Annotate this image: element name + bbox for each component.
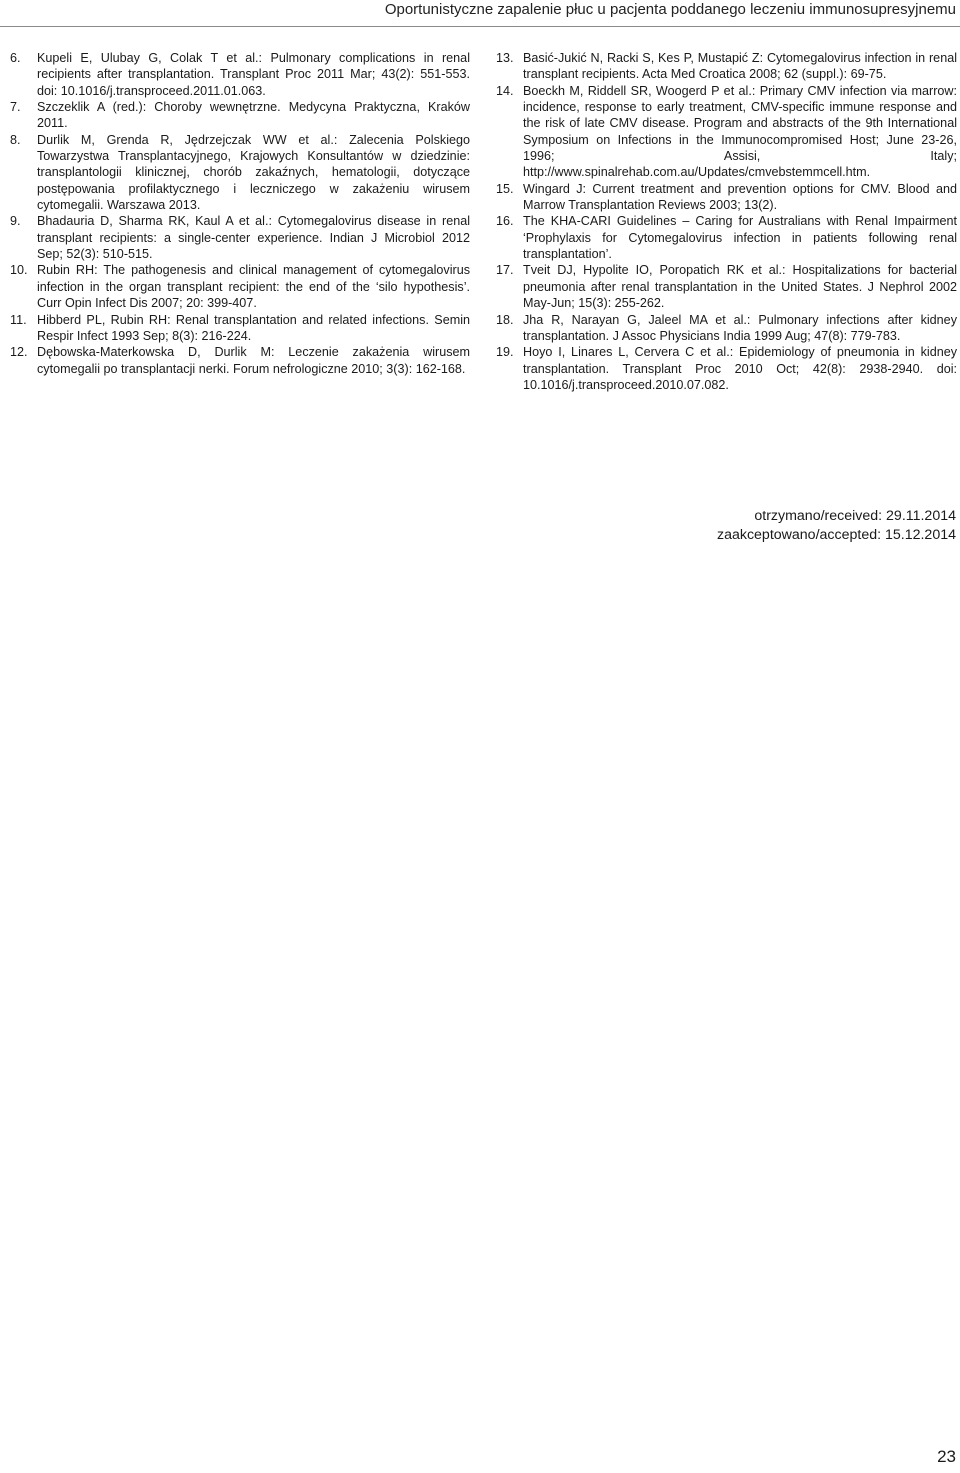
- reference-item: [496, 312, 957, 345]
- references-right-column: [496, 50, 957, 393]
- reference-number: 10.: [10, 263, 28, 278]
- reference-text: Wingard J: Current treatment and prevention options for CMV. Blood and Marrow Transplantation Reviews 2003; 13(2).: [523, 181, 957, 213]
- reference-text: Durlik M, Grenda R, Jędrzejczak WW et al.: Zalecenia Polskiego Towarzystwa Transplantacyjnego, Krajowych Konsultantów w dziedzinie: transplantologii klinicznej, chorób zakaźnych, hematologii, dotyczące postępowania profilaktycznego i leczniczego w zakażeniu wirusem cytomegalii. Warszawa 2013.: [37, 132, 470, 213]
- reference-number: 7.: [10, 100, 21, 115]
- reference-text: Bhadauria D, Sharma RK, Kaul A et al.: Cytomegalovirus disease in renal transplant recipients: a single-center experience. Indian J Microbiol 2012 Sep; 52(3): 510-515.: [37, 214, 470, 262]
- reference-item: [496, 83, 957, 181]
- reference-text: Hoyo I, Linares L, Cervera C et al.: Epidemiology of pneumonia in kidney transplantation. Transplant Proc 2010 Oct; 42(8): 2938-2940. doi: 10.1016/j.transproceed.2010.07.082.: [523, 345, 957, 392]
- reference-item: [10, 213, 470, 262]
- reference-item: [10, 312, 470, 345]
- running-header: [0, 0, 960, 27]
- reference-number: 18.: [496, 312, 514, 327]
- reference-number: 15.: [496, 181, 514, 196]
- reference-item: [10, 262, 470, 311]
- reference-item: [496, 213, 957, 262]
- reference-item: [10, 344, 470, 377]
- reference-item: [10, 50, 470, 99]
- reference-text: Tveit DJ, Hypolite IO, Poropatich RK et al.: Hospitalizations for bacterial pneumonia after renal transplantation in the United States. J Nephrol 2002 May-Jun; 15(3): 255-262.: [523, 263, 957, 311]
- reference-text: Rubin RH: The pathogenesis and clinical management of cytomegalovirus infection in the organ transplant recipient: the end of the ‘silo hypothesis’. Curr Opin Infect Dis 2007; 20: 399-407.: [37, 263, 470, 311]
- reference-item: [10, 99, 470, 132]
- submission-dates: [717, 507, 956, 545]
- reference-text: The KHA-CARI Guidelines – Caring for Australians with Renal Impairment ‘Prophylaxis for Cytomegalovirus infection in patients following renal transplantation’.: [523, 214, 957, 262]
- reference-number: 19.: [496, 345, 514, 360]
- reference-text: Hibberd PL, Rubin RH: Renal transplantation and related infections. Semin Respir Infect 1993 Sep; 8(3): 216-224.: [37, 312, 470, 343]
- reference-number: 11.: [10, 312, 27, 327]
- reference-text: Jha R, Narayan G, Jaleel MA et al.: Pulmonary infections after kidney transplantation. J Assoc Physicians India 1999 Aug; 47(8): 779-783.: [523, 312, 957, 343]
- reference-number: 9.: [10, 214, 21, 229]
- reference-text: Boeckh M, Riddell SR, Woogerd P et al.: Primary CMV infection via marrow: incidence, response to early treatment, CMV-specific immune response and the risk of late CMV disease. Program and abstracts of the 9th International Symposium on Infections in the Immunocompromised Host; June 23-26, 1996; Assisi, Italy; http://www.spinalrehab.com.au/Updates/cmvebstemmcell.htm.: [523, 83, 957, 180]
- reference-number: 6.: [10, 51, 21, 65]
- reference-number: 8.: [10, 132, 21, 147]
- page-number: 23: [937, 1447, 956, 1466]
- reference-text: Kupeli E, Ulubay G, Colak T et al.: Pulmonary complications in renal recipients after transplantation. Transplant Proc 2011 Mar; 43(2): 551-553. doi: 10.1016/j.transproceed.2011.01.063.: [37, 51, 470, 98]
- references-left-column: [10, 50, 470, 377]
- reference-number: 16.: [496, 214, 514, 229]
- reference-item: [496, 50, 957, 83]
- reference-number: 17.: [496, 263, 514, 278]
- running-title: Oportunistyczne zapalenie płuc u pacjenta poddanego leczeniu immunosupresyjnemu: [384, 1, 956, 18]
- reference-item: [496, 344, 957, 393]
- reference-text: Basić-Jukić N, Racki S, Kes P, Mustapić Z: Cytomegalovirus infection in renal transplant recipients. Acta Med Croatica 2008; 62 (suppl.): 69-75.: [523, 51, 957, 82]
- reference-item: [10, 132, 470, 214]
- reference-number: 13.: [496, 51, 514, 65]
- reference-number: 14.: [496, 83, 514, 98]
- reference-item: [496, 262, 957, 311]
- accepted-date: zaakceptowano/accepted: 15.12.2014: [716, 527, 956, 543]
- reference-item: [496, 181, 957, 214]
- reference-text: Dębowska-Materkowska D, Durlik M: Leczenie zakażenia wirusem cytomegalii po transplantacji nerki. Forum nefrologiczne 2010; 3(3): 162-168.: [37, 345, 470, 376]
- reference-number: 12.: [10, 345, 28, 360]
- reference-text: Szczeklik A (red.): Choroby wewnętrzne. Medycyna Praktyczna, Kraków 2011.: [37, 100, 470, 131]
- received-date: otrzymano/received: 29.11.2014: [754, 508, 956, 524]
